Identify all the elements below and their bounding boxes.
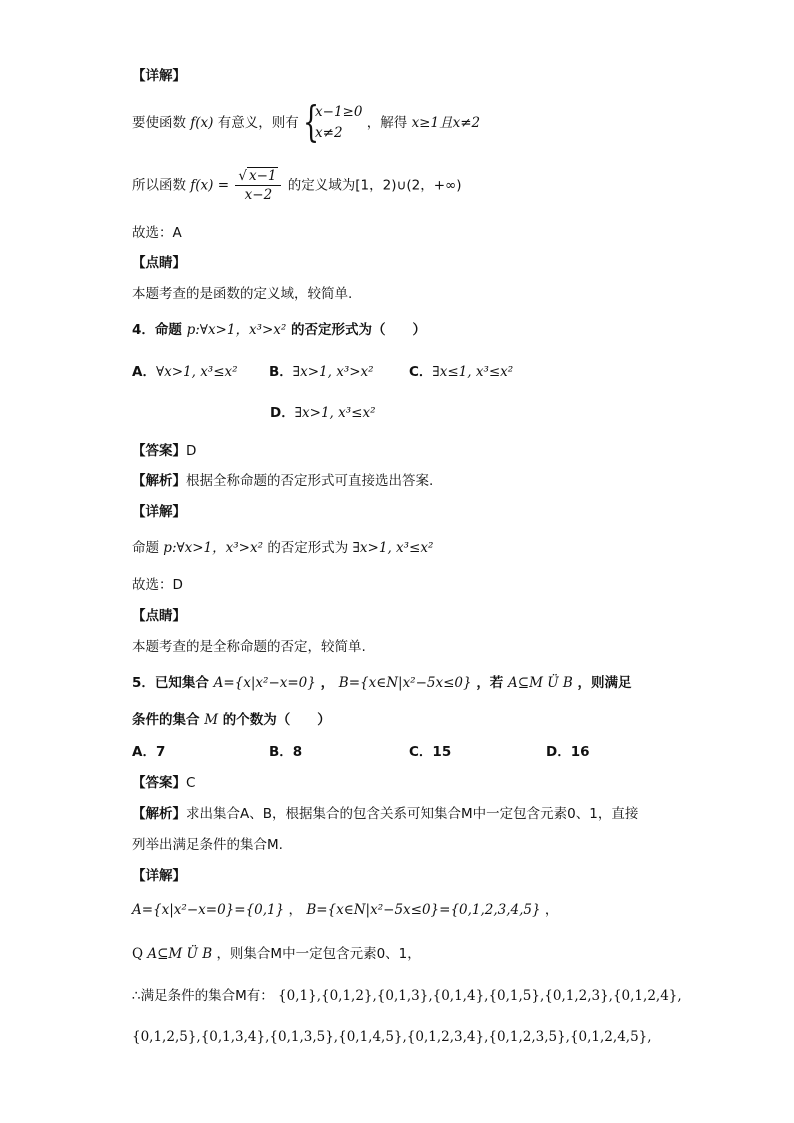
q3-frac-num-radicand: x−1	[248, 168, 277, 184]
q3-line1-result: x≥1且x≠2	[411, 115, 481, 131]
q3-detail-line2	[132, 167, 462, 204]
q4-option-d-text: ∃x>1, x³≤x²	[294, 405, 376, 421]
q5-option-a[interactable]	[132, 742, 269, 762]
q5-option-c-label: C．	[409, 744, 433, 760]
q5-option-c[interactable]	[409, 742, 546, 762]
q3-line2-post: 的定义域为[1，2)∪(2，+∞)	[287, 177, 462, 194]
q4-comment: 本题考查的是全称命题的否定，较简单.	[132, 639, 366, 655]
q3-choice: 故选：A	[132, 225, 182, 241]
q5-option-a-text: 7	[155, 744, 166, 760]
q5-option-d[interactable]	[546, 742, 590, 762]
q4-option-b-label: B．	[269, 364, 293, 380]
q5-detail2-relation: A⊆M Ü B	[147, 946, 213, 962]
q3-line2-pre: 所以函数	[132, 177, 186, 194]
q4-option-d[interactable]	[270, 403, 376, 423]
q4-option-a-label: A．	[132, 364, 156, 380]
left-brace-icon: {	[303, 97, 320, 146]
q5-stem-set-a: A={x|x²−x=0}	[213, 675, 316, 691]
q3-sys-row1: x−1≥0	[315, 104, 363, 120]
q3-frac-den: x−2	[244, 187, 273, 203]
q4-option-d-label: D．	[270, 405, 295, 421]
q4-option-c[interactable]	[409, 362, 513, 382]
q4-detail-math: p:∀x>1，x³>x²	[163, 540, 264, 556]
q5-answer	[132, 773, 195, 793]
q5-list-pre: ∴满足条件的集合M有：	[132, 988, 274, 1004]
q3-detail-heading: 【详解】	[132, 68, 186, 84]
q5-analysis-line2: 列举出满足条件的集合M.	[132, 837, 283, 853]
q5-detail-set-b: B={x∈N|x²−5x≤0}={0,1,2,3,4,5}	[306, 902, 541, 918]
q4-option-c-label: C．	[409, 364, 433, 380]
q4-stem-math: p:∀x>1，x³>x²	[186, 322, 287, 338]
q4-choice: 故选：D	[132, 577, 183, 593]
q3-line1-mid: 有意义，则有	[217, 115, 299, 131]
q5-detail-end: ，	[544, 902, 559, 918]
q5-detail-sets	[132, 900, 558, 920]
q5-detail-heading: 【详解】	[132, 868, 186, 884]
q4-analysis	[132, 471, 433, 491]
q5-list-line2: {0,1,2,5},{0,1,3,4},{0,1,3,5},{0,1,4,5},{0,1,2,3,4},{0,1,2,3,5},{0,1,2,4,5},	[132, 1029, 652, 1045]
q5-stem-relation: A⊆M Ü B	[508, 675, 573, 691]
q4-answer	[132, 441, 196, 461]
q5-stem-mid: ，若	[476, 675, 504, 691]
q4-option-b[interactable]	[269, 362, 409, 382]
q5-stem-line2-m: M	[204, 712, 219, 728]
q4-detail	[132, 538, 433, 558]
q4-options-row1	[132, 362, 513, 382]
q4-comment-heading: 【点睛】	[132, 608, 186, 624]
q5-analysis-tag: 【解析】	[132, 806, 186, 822]
q3-line1-post: ，解得	[366, 115, 408, 131]
q4-answer-tag: 【答案】	[132, 443, 186, 459]
q4-stem	[132, 320, 426, 340]
q4-analysis-tag: 【解析】	[132, 473, 186, 489]
q5-detail2-pre: Q	[132, 946, 144, 962]
q4-detail-result: ∃x>1, x³≤x²	[352, 540, 434, 556]
q5-stem-set-b: B={x∈N|x²−5x≤0}	[338, 675, 472, 691]
q5-answer-tag: 【答案】	[132, 775, 186, 791]
q5-detail-relation	[132, 944, 421, 964]
q3-comment-heading: 【点睛】	[132, 255, 186, 271]
q4-answer-value: D	[186, 443, 197, 459]
q5-answer-value: C	[186, 775, 196, 791]
q4-detail-pre: 命题	[132, 540, 159, 556]
q5-detail-sep: ，	[288, 902, 303, 918]
q4-option-c-text: ∃x≤1, x³≤x²	[432, 364, 514, 380]
q4-option-b-text: ∃x>1, x³>x²	[292, 364, 374, 380]
q5-list1: {0,1},{0,1,2},{0,1,3},{0,1,4},{0,1,5},{0,1,2,3},{0,1,2,4},	[278, 988, 682, 1004]
q4-option-a-text: ∀x>1, x³≤x²	[155, 364, 238, 380]
q5-list-line1	[132, 986, 682, 1006]
q5-option-d-text: 16	[570, 744, 590, 760]
q4-detail-heading: 【详解】	[132, 504, 186, 520]
q3-inequality-system	[303, 97, 363, 146]
q4-detail-mid: 的否定形式为	[267, 540, 349, 556]
q5-stem-line2-pre: 条件的集合	[132, 712, 200, 728]
q5-stem-line2-post: 的个数为（ ）	[222, 712, 331, 728]
q5-detail2-post: ，则集合M中一定包含元素0、1，	[216, 946, 421, 962]
q4-analysis-text: 根据全称命题的否定形式可直接选出答案.	[186, 473, 434, 489]
q5-options	[132, 742, 590, 762]
q5-stem-line1	[132, 673, 631, 693]
q5-option-b[interactable]	[269, 742, 409, 762]
q4-stem-pre: 4．命题	[132, 322, 182, 338]
q3-frac-num: √ x−1	[235, 167, 281, 186]
q3-line1-pre: 要使函数	[132, 115, 186, 131]
q5-analysis-line1	[132, 804, 638, 824]
q5-analysis-text1: 求出集合A、B，根据集合的包含关系可知集合M中一定包含元素0、1，直接	[186, 806, 639, 822]
q5-option-a-label: A．	[132, 744, 156, 760]
q3-line2-fx: f(x) =	[190, 177, 230, 194]
q5-stem-sep: ，	[320, 675, 335, 691]
q3-line1-fx: f(x)	[190, 115, 214, 131]
q3-comment: 本题考查的是函数的定义域，较简单.	[132, 286, 353, 302]
q5-option-c-text: 15	[432, 744, 452, 760]
q5-stem-post: ，则满足	[577, 675, 632, 691]
q3-detail-line1	[132, 97, 481, 146]
q4-options-row2	[270, 403, 376, 423]
q4-option-a[interactable]	[132, 362, 269, 382]
q5-option-d-label: D．	[546, 744, 571, 760]
q5-stem-pre: 5．已知集合	[132, 675, 209, 691]
q4-stem-post: 的否定形式为（ ）	[291, 322, 427, 338]
q5-option-b-text: 8	[292, 744, 303, 760]
q3-sys-row2: x≠2	[315, 125, 343, 141]
q5-detail-set-a: A={x|x²−x=0}={0,1}	[132, 902, 285, 918]
q5-stem-line2	[132, 710, 331, 730]
q3-fraction	[235, 167, 281, 204]
q5-option-b-label: B．	[269, 744, 293, 760]
